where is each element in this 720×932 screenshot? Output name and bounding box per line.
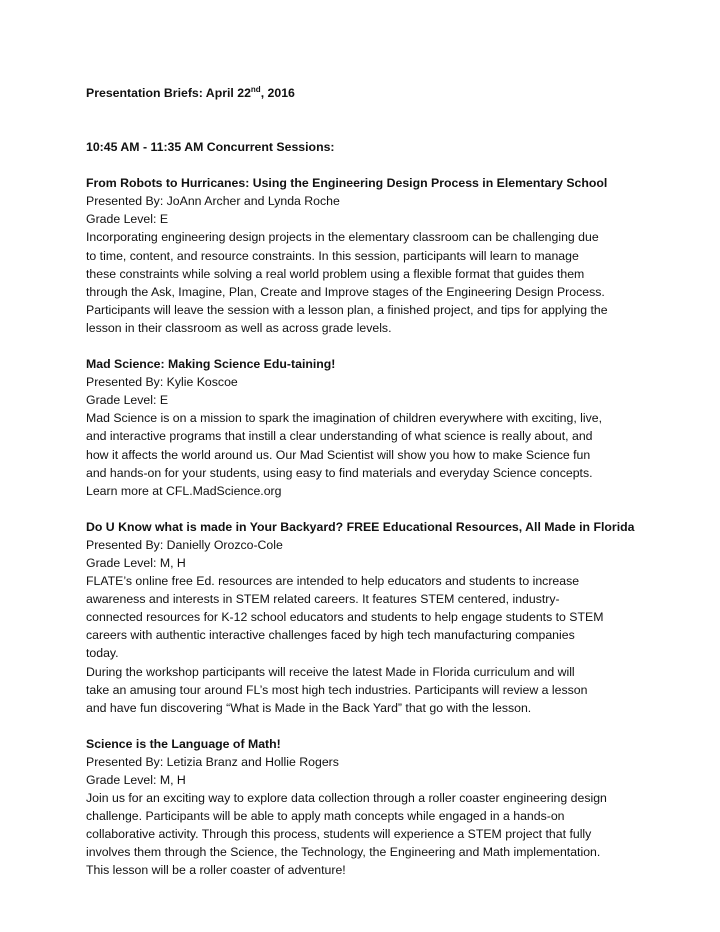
- session-grade-level: Grade Level: M, H: [86, 773, 186, 787]
- session-entry: [86, 355, 646, 500]
- session-entry: [86, 735, 646, 880]
- session-description: Join us for an exciting way to explore data collection through a roller coaster engineering design challenge. Participants will be able to apply math concepts while engaged in a hands-on collaborative activity. Through this process, students will experience a STEM project that fully involves them through the Science, the Technology, the Engineering and Math implementation. This lesson will be a roller coaster of adventure!: [86, 791, 607, 878]
- session-title: From Robots to Hurricanes: Using the Engineering Design Process in Elementary School: [86, 176, 608, 191]
- session-presenters: Presented By: Kylie Koscoe: [86, 375, 238, 390]
- title-superscript: nd: [250, 84, 261, 94]
- sessions-heading: 10:45 AM - 11:35 AM Concurrent Sessions:: [86, 140, 335, 155]
- session-grade-level: Grade Level: M, H: [86, 555, 186, 570]
- session-title: Mad Science: Making Science Edu-taining!: [86, 357, 336, 372]
- session-description: Mad Science is on a mission to spark the imagination of children everywhere with exciting, live, and interactive programs that instill a clear understanding of what science is really about, and how it affects the world around us. Our Mad Scientist will show you how to make Science fun and hands-on for your students, using easy to find materials and everyday Science concepts. Learn more at CFL.MadScience.org: [86, 411, 603, 498]
- session-entry: [86, 518, 646, 717]
- session-title: Science is the Language of Math!: [86, 736, 281, 751]
- session-grade-level: Grade Level: E: [86, 212, 169, 227]
- session-description: FLATE’s online free Ed. resources are intended to help educators and students to increase awareness and interests in STEM related careers. It features STEM centered, industry- connected resources for K-12 school educators and students to help engage students to STEM careers with authentic interactive challenges faced by high tech manufacturing companies today. During the workshop participants will receive the latest Made in Florida curriculum and will take an amusing tour around FL’s most high tech industries. Participants will review a lesson and have fun discovering “What is Made in the Back Yard” that go with the lesson.: [86, 574, 604, 715]
- session-presenters: Presented By: Letizia Branz and Hollie Rogers: [86, 754, 339, 769]
- session-presenters: Presented By: JoAnn Archer and Lynda Roche: [86, 194, 340, 209]
- page-title: [86, 84, 646, 102]
- session-title: Do U Know what is made in Your Backyard? FREE Educational Resources, All Made in Florida: [86, 519, 635, 534]
- session-description: Incorporating engineering design projects in the elementary classroom can be challenging due to time, content, and resource constraints. In this session, participants will learn to manage these constraints while solving a real world problem using a flexible format that guides them through the Ask, Imagine, Plan, Create and Improve stages of the Engineering Design Process. Participants will leave the session with a lesson plan, a finished project, and tips for applying the lesson in their classroom as well as across grade levels.: [86, 230, 608, 335]
- session-entry: [86, 174, 646, 337]
- title-suffix: , 2016: [260, 86, 295, 100]
- title-prefix: Presentation Briefs: April 22: [86, 86, 251, 100]
- document-page: [86, 84, 646, 880]
- session-grade-level: Grade Level: E: [86, 393, 169, 408]
- session-presenters: Presented By: Danielly Orozco-Cole: [86, 537, 283, 552]
